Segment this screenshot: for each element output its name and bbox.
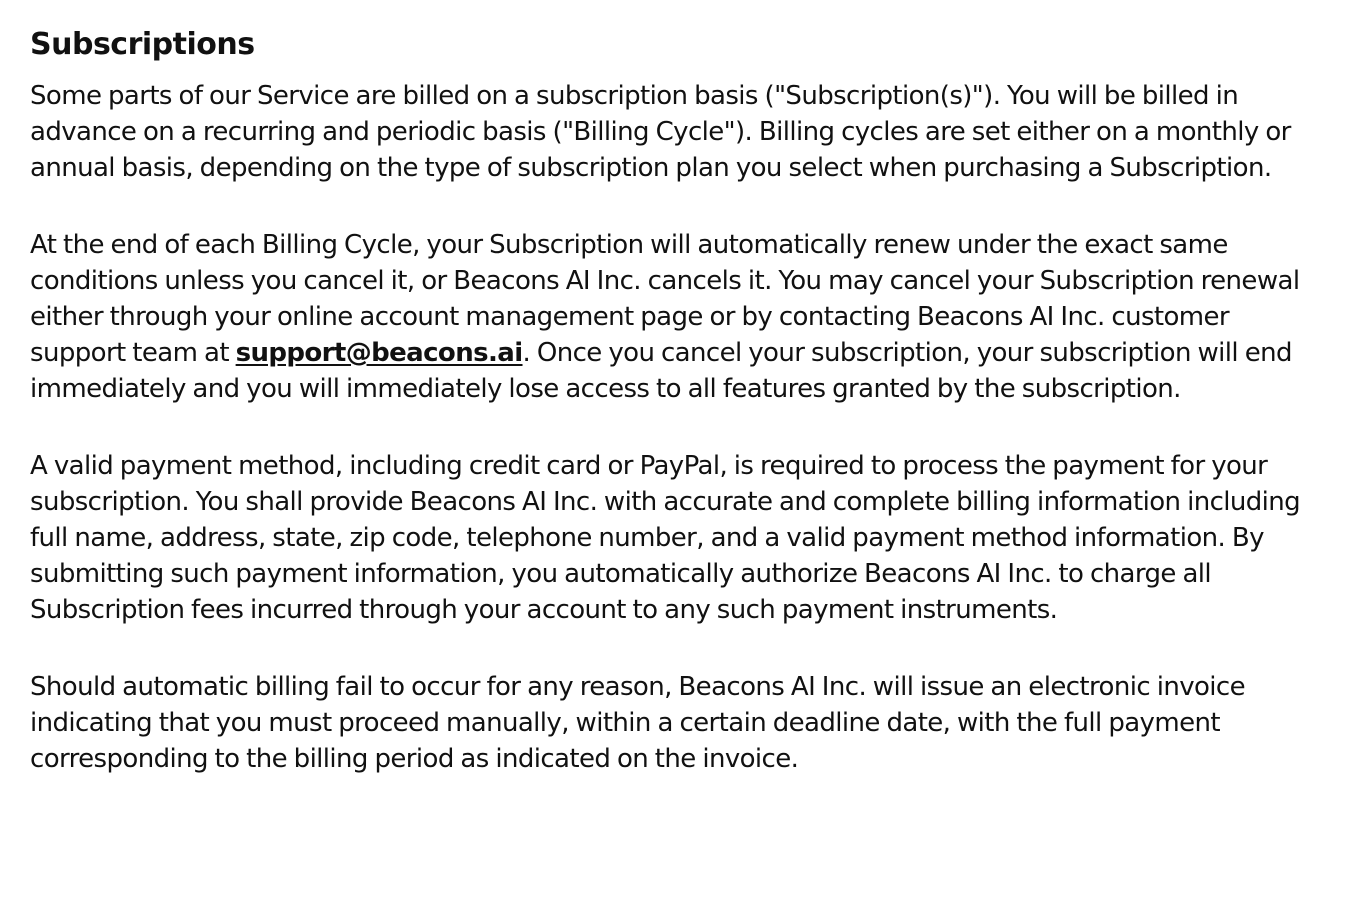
support-email-link[interactable]: support@beacons.ai: [235, 337, 523, 368]
paragraph-billing-basis: Some parts of our Service are billed on a subscription basis ("Subscription(s)"). You will be billed in advance on a recurring and periodic basis ("Billing Cycle"). Billing cycles are set either on a monthly or annual basis, depending on the type of subscription plan you select when purchasing a Subscription.: [30, 81, 1291, 183]
paragraph-billing-failure: Should automatic billing fail to occur for any reason, Beacons AI Inc. will issue an electronic invoice indicating that you must proceed manually, within a certain deadline date, with the full payment corresponding to the billing period as indicated on the invoice.: [30, 672, 1246, 774]
paragraph-renewal: [30, 228, 1312, 407]
renewal-text-before-link: At the end of each Billing Cycle, your Subscription will automatically renew under the exact same conditions unless you cancel it, or Beacons AI Inc. cancels it. You may cancel your Subscription renewal either through your online account management page or by contacting Beacons AI Inc. customer support team at: [30, 230, 1300, 368]
section-heading: Subscriptions: [30, 27, 255, 62]
paragraph-payment-method: A valid payment method, including credit card or PayPal, is required to process the payment for your subscription. You shall provide Beacons AI Inc. with accurate and complete billing information including full name, address, state, zip code, telephone number, and a valid payment method information. By submitting such payment information, you automatically authorize Beacons AI Inc. to charge all Subscription fees incurred through your account to any such payment instruments.: [30, 451, 1301, 625]
renewal-text-after-link: . Once you cancel your subscription, your subscription will end immediately and you will immediately lose access to all features granted by the subscription.: [30, 337, 1292, 404]
